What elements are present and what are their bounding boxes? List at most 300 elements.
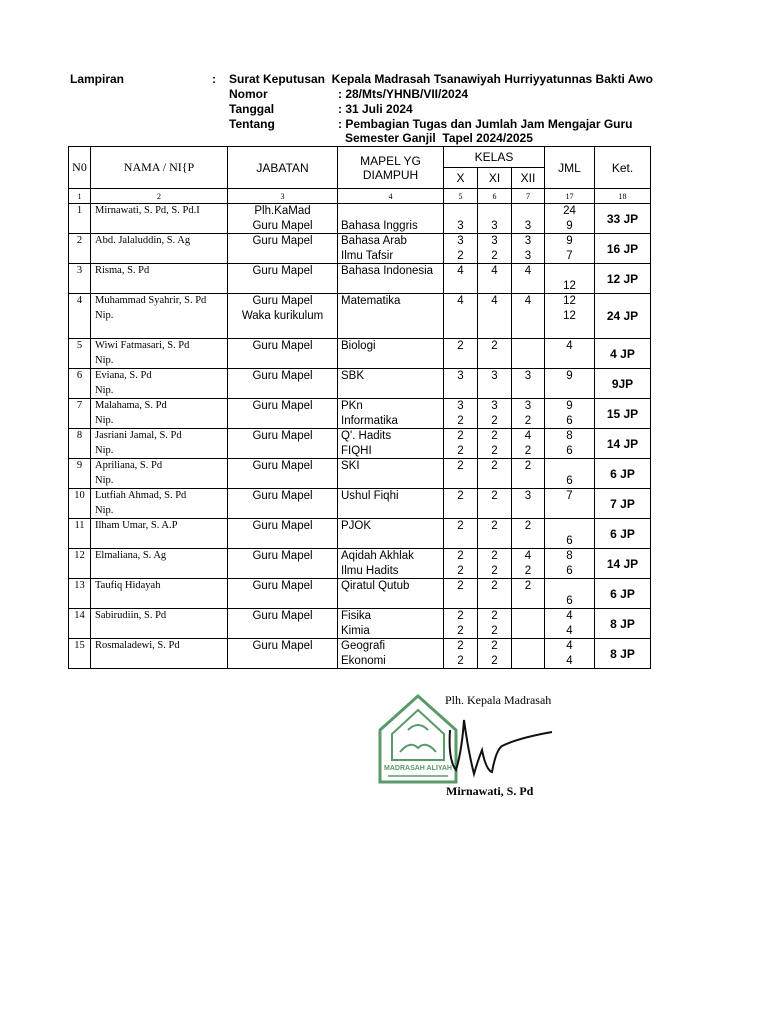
class-xi-hours-line	[478, 309, 511, 324]
total-hours-cell	[545, 579, 595, 609]
total-hours-line: 6	[566, 594, 573, 607]
subject-line: Bahasa Inggris	[341, 219, 418, 232]
subject-cell	[338, 294, 444, 339]
tanggal-label: Tanggal	[229, 102, 275, 116]
position-line: Guru Mapel	[252, 430, 313, 442]
class-x-hours-line: 2	[457, 564, 464, 577]
total-hours-line: 7	[566, 490, 573, 502]
teacher-name-cell	[91, 489, 228, 519]
total-hours-line: 8	[566, 430, 573, 442]
position-line: Guru Mapel	[252, 295, 313, 307]
total-hours-cell	[545, 204, 595, 234]
class-x-hours-line: 2	[457, 520, 464, 532]
subject-cell	[338, 549, 444, 579]
teacher-name-line	[95, 219, 227, 234]
total-jp-cell: 16 JP	[595, 234, 651, 264]
total-jp-cell: 8 JP	[595, 609, 651, 639]
teacher-name-line	[95, 564, 227, 579]
total-hours-line: 9	[566, 219, 573, 232]
class-xii-hours-line	[512, 534, 544, 549]
subject-line: Qiratul Qutub	[341, 580, 410, 592]
class-xi-hours-cell	[478, 609, 512, 639]
total-hours-cell	[545, 549, 595, 579]
class-xii-hours-cell	[512, 369, 545, 399]
subject-line: FIQHI	[341, 444, 372, 457]
class-xi-hours-line: 2	[491, 430, 498, 442]
tanggal-value: : 31 Juli 2024	[338, 102, 413, 116]
column-number: 1	[69, 189, 91, 204]
position-line: Guru Mapel	[252, 460, 313, 472]
total-jp-cell: 6 JP	[595, 579, 651, 609]
teacher-name-line: Sabirudiin, S. Pd	[95, 610, 167, 621]
teacher-name-cell	[91, 519, 228, 549]
teacher-name-line: Rosmaladewi, S. Pd	[95, 640, 180, 651]
teacher-name-line: Lutfiah Ahmad, S. Pd	[95, 490, 187, 501]
row-number-cell: 4	[69, 294, 91, 339]
position-cell	[228, 639, 338, 669]
row-number-cell: 10	[69, 489, 91, 519]
class-x-hours-cell	[444, 579, 478, 609]
header-kelas-xi: XI	[478, 168, 512, 189]
school-stamp-icon	[380, 696, 456, 782]
class-x-hours-line: 2	[457, 654, 464, 667]
class-xii-hours-line: 3	[524, 370, 532, 382]
column-number: 5	[444, 189, 478, 204]
position-line: Guru Mapel	[252, 370, 313, 382]
position-cell	[228, 369, 338, 399]
position-line	[228, 504, 337, 519]
subject-line	[341, 204, 443, 219]
class-xi-hours-line: 2	[491, 610, 498, 622]
row-number-cell: 3	[69, 264, 91, 294]
class-x-hours-line: 3	[457, 219, 464, 232]
class-x-hours-line: 2	[457, 580, 464, 592]
class-x-hours-line: 2	[457, 340, 464, 352]
total-hours-line	[545, 504, 594, 519]
teacher-name-cell	[91, 294, 228, 339]
teacher-name-cell	[91, 609, 228, 639]
class-x-hours-cell	[444, 429, 478, 459]
class-xii-hours-line	[512, 654, 544, 669]
total-hours-line	[545, 519, 594, 534]
signatory-title: Plh. Kepala Madrasah	[445, 693, 552, 707]
class-xi-hours-line: 3	[491, 219, 498, 232]
subject-cell	[338, 234, 444, 264]
row-number-cell: 2	[69, 234, 91, 264]
class-xi-hours-line: 3	[491, 235, 498, 247]
position-line	[228, 474, 337, 489]
class-x-hours-cell	[444, 609, 478, 639]
table-row	[69, 609, 651, 639]
class-xii-hours-line: 4	[524, 550, 532, 562]
total-jp-cell: 6 JP	[595, 459, 651, 489]
class-x-hours-line: 2	[457, 460, 464, 472]
table-row	[69, 489, 651, 519]
class-x-hours-line: 2	[457, 414, 464, 427]
class-xii-hours-line	[512, 339, 544, 354]
class-x-hours-line	[444, 354, 477, 369]
position-line	[228, 249, 337, 264]
class-xi-hours-cell	[478, 639, 512, 669]
class-xii-hours-line: 3	[524, 249, 532, 262]
teacher-name-line: Nip.	[95, 354, 114, 366]
position-cell	[228, 234, 338, 264]
teacher-name-cell	[91, 234, 228, 264]
table-row	[69, 399, 651, 429]
subject-cell	[338, 489, 444, 519]
subject-cell	[338, 339, 444, 369]
teaching-assignment-table	[68, 146, 651, 669]
class-xii-hours-line	[512, 609, 544, 624]
position-line: Guru Mapel	[252, 219, 313, 232]
position-cell	[228, 609, 338, 639]
total-hours-line: 7	[566, 249, 573, 262]
handwritten-signature	[450, 720, 552, 774]
total-jp-cell: 33 JP	[595, 204, 651, 234]
teacher-name-cell	[91, 369, 228, 399]
teacher-name-line: Nip.	[95, 309, 114, 321]
subject-line: Informatika	[341, 414, 398, 427]
class-xi-hours-line: 2	[491, 460, 498, 472]
total-hours-cell	[545, 234, 595, 264]
subject-line: Bahasa Indonesia	[341, 265, 434, 277]
total-hours-line: 4	[566, 610, 573, 622]
row-number-cell: 6	[69, 369, 91, 399]
header-ket: Ket.	[595, 147, 651, 189]
teacher-name-line: Ilham Umar, S. A.P	[95, 520, 178, 531]
table-row	[69, 519, 651, 549]
column-number: 4	[338, 189, 444, 204]
total-hours-line: 8	[566, 550, 573, 562]
class-xi-hours-line: 2	[491, 550, 498, 562]
class-xi-hours-line: 2	[491, 654, 498, 667]
header-nama: NAMA / NI{P	[91, 147, 228, 189]
total-hours-line	[545, 264, 594, 279]
total-hours-line: 4	[566, 640, 573, 652]
subject-line: PJOK	[341, 520, 372, 532]
class-xii-hours-line	[512, 309, 544, 324]
class-xii-hours-cell	[512, 579, 545, 609]
total-hours-cell	[545, 459, 595, 489]
class-x-hours-line: 2	[457, 640, 464, 652]
class-xi-hours-line	[478, 354, 511, 369]
teacher-name-line: Risma, S. Pd	[95, 265, 150, 276]
class-xi-hours-line: 2	[491, 414, 498, 427]
class-xi-hours-line: 2	[491, 640, 498, 652]
row-number-cell: 14	[69, 609, 91, 639]
position-line: Plh.KaMad	[254, 205, 311, 217]
teacher-name-line: Taufiq Hidayah	[95, 580, 161, 591]
subject-line	[341, 534, 443, 549]
subject-line: SBK	[341, 370, 365, 382]
subject-line: Aqidah Akhlak	[341, 550, 414, 562]
position-cell	[228, 399, 338, 429]
header-jabatan: JABATAN	[228, 147, 338, 189]
nomor-value: : 28/Mts/YHNB/VII/2024	[338, 87, 469, 101]
class-x-hours-cell	[444, 639, 478, 669]
lampiran-colon: :	[212, 72, 216, 86]
position-line	[228, 534, 337, 549]
tentang-value-2: Semester Ganjil Tapel 2024/2025	[345, 131, 533, 145]
total-hours-line: 12	[563, 309, 576, 322]
teacher-name-line	[95, 594, 227, 609]
teacher-name-line: Jasriani Jamal, S. Pd	[95, 430, 182, 441]
total-jp-cell: 14 JP	[595, 549, 651, 579]
class-xii-hours-line	[512, 474, 544, 489]
row-number-cell: 7	[69, 399, 91, 429]
class-x-hours-line	[444, 594, 477, 609]
teacher-name-line	[95, 249, 227, 264]
teacher-name-line: Muhammad Syahrir, S. Pd	[95, 295, 207, 306]
class-xii-hours-cell	[512, 639, 545, 669]
position-cell	[228, 204, 338, 234]
header-kelas: KELAS	[444, 147, 545, 168]
class-x-hours-cell	[444, 549, 478, 579]
teacher-name-cell	[91, 579, 228, 609]
total-jp-cell: 24 JP	[595, 294, 651, 339]
class-x-hours-cell	[444, 339, 478, 369]
teacher-name-cell	[91, 459, 228, 489]
total-hours-cell	[545, 369, 595, 399]
class-xii-hours-line: 2	[524, 580, 532, 592]
class-x-hours-cell	[444, 294, 478, 339]
position-line	[228, 624, 337, 639]
svg-text:MADRASAH ALIYAH: MADRASAH ALIYAH	[384, 765, 452, 772]
position-cell	[228, 519, 338, 549]
table-row	[69, 369, 651, 399]
class-xi-hours-line: 2	[491, 444, 498, 457]
position-line	[228, 384, 337, 399]
position-cell	[228, 264, 338, 294]
class-xi-hours-line: 2	[491, 340, 498, 352]
class-x-hours-line: 3	[457, 235, 464, 247]
class-x-hours-line: 3	[457, 400, 464, 412]
subject-line: SKI	[341, 460, 360, 472]
subject-line: Bahasa Arab	[341, 235, 407, 247]
class-xii-hours-line	[512, 384, 544, 399]
class-xi-hours-cell	[478, 339, 512, 369]
class-x-hours-line: 2	[457, 624, 464, 637]
total-jp-cell: 7 JP	[595, 489, 651, 519]
class-xii-hours-line	[512, 594, 544, 609]
position-line	[228, 564, 337, 579]
teacher-name-line: Nip.	[95, 444, 114, 456]
subject-cell	[338, 519, 444, 549]
position-line: Guru Mapel	[252, 265, 313, 277]
subject-line	[341, 279, 443, 294]
row-number-cell: 11	[69, 519, 91, 549]
class-xii-hours-line: 4	[524, 265, 532, 277]
teacher-name-cell	[91, 339, 228, 369]
total-hours-line: 4	[566, 654, 573, 667]
total-hours-cell	[545, 294, 595, 339]
row-number-cell: 1	[69, 204, 91, 234]
class-xi-hours-line	[478, 474, 511, 489]
position-line	[228, 354, 337, 369]
class-xi-hours-line	[478, 594, 511, 609]
table-row	[69, 294, 651, 339]
subject-line: Matematika	[341, 295, 401, 307]
class-xii-hours-cell	[512, 519, 545, 549]
subject-line: PKn	[341, 400, 363, 412]
class-xii-hours-cell	[512, 489, 545, 519]
teacher-name-cell	[91, 639, 228, 669]
class-xii-hours-line: 2	[524, 564, 532, 577]
subject-line: Biologi	[341, 340, 376, 352]
total-hours-line: 9	[566, 370, 573, 382]
class-xii-hours-cell	[512, 234, 545, 264]
total-jp-cell: 12 JP	[595, 264, 651, 294]
subject-line	[341, 474, 443, 489]
class-x-hours-cell	[444, 234, 478, 264]
total-hours-line: 6	[566, 414, 573, 427]
teacher-name-cell	[91, 549, 228, 579]
teacher-name-cell	[91, 204, 228, 234]
position-line	[228, 654, 337, 669]
total-hours-line: 4	[566, 624, 573, 637]
row-number-cell: 13	[69, 579, 91, 609]
teacher-name-cell	[91, 264, 228, 294]
class-x-hours-cell	[444, 399, 478, 429]
class-xi-hours-cell	[478, 579, 512, 609]
class-x-hours-line: 2	[457, 249, 464, 262]
class-xi-hours-cell	[478, 204, 512, 234]
position-line: Guru Mapel	[252, 580, 313, 592]
class-xii-hours-line	[512, 279, 544, 294]
signatory-name: Mirnawati, S. Pd	[446, 784, 534, 798]
tentang-value: : Pembagian Tugas dan Jumlah Jam Mengajar Guru	[338, 117, 633, 131]
total-hours-cell	[545, 639, 595, 669]
teacher-name-line	[95, 534, 227, 549]
class-xi-hours-cell	[478, 459, 512, 489]
position-line: Guru Mapel	[252, 640, 313, 652]
total-hours-line: 24	[563, 205, 576, 217]
subject-line	[341, 594, 443, 609]
subject-cell	[338, 639, 444, 669]
total-hours-line	[545, 459, 594, 474]
header-no: N0	[69, 147, 91, 189]
class-x-hours-line: 2	[457, 550, 464, 562]
class-xi-hours-line	[478, 279, 511, 294]
total-jp-cell: 15 JP	[595, 399, 651, 429]
header-kelas-xii: XII	[512, 168, 545, 189]
class-xi-hours-cell	[478, 399, 512, 429]
row-number-cell: 12	[69, 549, 91, 579]
teacher-name-line: Wiwi Fatmasari, S. Pd	[95, 340, 190, 351]
class-xii-hours-line: 2	[524, 414, 532, 427]
subject-line: Ushul Fiqhi	[341, 490, 399, 502]
class-xii-hours-line: 2	[524, 520, 532, 532]
row-number-cell: 15	[69, 639, 91, 669]
position-cell	[228, 294, 338, 339]
class-xi-hours-cell	[478, 489, 512, 519]
class-xi-hours-line: 2	[491, 520, 498, 532]
row-number-cell: 5	[69, 339, 91, 369]
class-xi-hours-line: 2	[491, 490, 498, 502]
subject-cell	[338, 264, 444, 294]
position-line	[228, 444, 337, 459]
total-hours-line	[545, 354, 594, 369]
class-xi-hours-line	[478, 204, 511, 219]
class-xi-hours-line: 2	[491, 564, 498, 577]
teacher-name-cell	[91, 399, 228, 429]
class-x-hours-line	[444, 504, 477, 519]
class-xii-hours-line: 2	[524, 460, 532, 472]
total-hours-cell	[545, 399, 595, 429]
class-xii-hours-line: 2	[524, 444, 532, 457]
class-xii-hours-cell	[512, 459, 545, 489]
class-xi-hours-cell	[478, 264, 512, 294]
table-row	[69, 204, 651, 234]
subject-cell	[338, 369, 444, 399]
total-hours-cell	[545, 519, 595, 549]
total-hours-line: 4	[566, 340, 573, 352]
subject-line: Ekonomi	[341, 654, 386, 667]
class-xii-hours-cell	[512, 549, 545, 579]
row-number-cell: 9	[69, 459, 91, 489]
class-x-hours-line: 2	[457, 444, 464, 457]
teacher-name-line	[95, 654, 227, 669]
class-xi-hours-line: 4	[491, 265, 498, 277]
class-xii-hours-cell	[512, 429, 545, 459]
subject-cell	[338, 399, 444, 429]
subject-line: Q'. Hadits	[341, 430, 392, 442]
position-line: Guru Mapel	[252, 340, 313, 352]
teacher-name-line: Mirnawati, S. Pd, S. Pd.I	[95, 205, 200, 216]
class-x-hours-line	[444, 384, 477, 399]
column-number: 18	[595, 189, 651, 204]
class-x-hours-line	[444, 474, 477, 489]
class-x-hours-line	[444, 204, 477, 219]
total-hours-line: 9	[566, 400, 573, 412]
header-kelas-x: X	[444, 168, 478, 189]
teacher-name-line: Nip.	[95, 474, 114, 486]
subject-cell	[338, 429, 444, 459]
class-x-hours-cell	[444, 489, 478, 519]
class-xii-hours-cell	[512, 294, 545, 339]
total-hours-line: 9	[566, 235, 573, 247]
class-x-hours-line: 2	[457, 430, 464, 442]
subject-cell	[338, 579, 444, 609]
class-x-hours-line: 4	[457, 295, 464, 307]
total-hours-line	[545, 579, 594, 594]
subject-cell	[338, 609, 444, 639]
class-x-hours-cell	[444, 459, 478, 489]
position-line: Guru Mapel	[252, 610, 313, 622]
total-hours-cell	[545, 339, 595, 369]
subject-cell	[338, 204, 444, 234]
class-xi-hours-line: 4	[491, 295, 498, 307]
position-cell	[228, 339, 338, 369]
table-row	[69, 264, 651, 294]
subject-line: Fisika	[341, 610, 372, 622]
class-x-hours-cell	[444, 264, 478, 294]
total-hours-cell	[545, 489, 595, 519]
total-hours-line: 12	[563, 279, 576, 292]
teacher-name-line: Nip.	[95, 414, 114, 426]
class-xi-hours-cell	[478, 549, 512, 579]
column-number: 7	[512, 189, 545, 204]
class-xii-hours-line	[512, 354, 544, 369]
class-xii-hours-line	[512, 504, 544, 519]
table-row	[69, 429, 651, 459]
total-hours-line: 12	[563, 295, 576, 307]
position-cell	[228, 459, 338, 489]
table-row	[69, 639, 651, 669]
position-line	[228, 279, 337, 294]
decree-title: Surat Keputusan Kepala Madrasah Tsanawiyah Hurriyyatunnas Bakti Awo	[229, 72, 653, 86]
table-row	[69, 579, 651, 609]
